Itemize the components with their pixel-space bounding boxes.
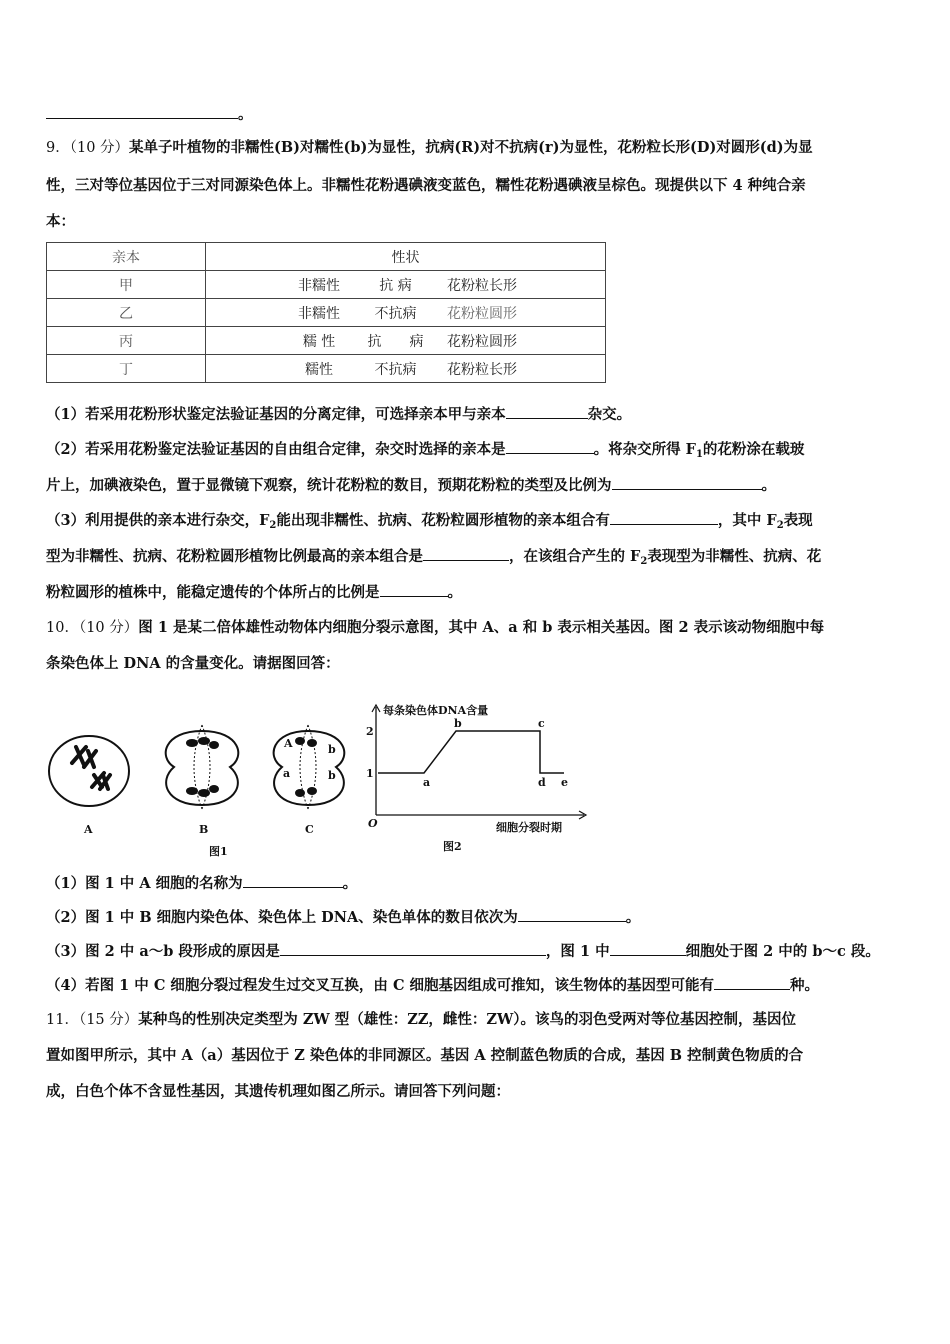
fig2-point-d: d [538, 776, 546, 789]
cell-a-chromosomes [72, 747, 110, 789]
q9-part-2-line-1: （2）若采用花粉鉴定法验证基因的自由组合定律，杂交时选择的亲本是 。将杂交所得 $F_1$的花粉涂在载玻 [46, 441, 805, 460]
svg-text:A: A [284, 737, 293, 750]
table-cell-traits: 糯 性 抗 病 花粉粒圆形 [206, 327, 606, 355]
table-row [47, 271, 606, 299]
q10-number: 10．（10 分） [46, 620, 139, 636]
cell-b-chromosomes [186, 737, 219, 797]
q9-part-3-line-2: 型为非糯性、抗病、花粉粒圆形植物比例最高的亲本组合是 ，在该组合产生的 $F_2$表现型为非糯性、抗病、花 [46, 548, 822, 567]
table-row [47, 299, 606, 327]
q10-part-2: （2）图 1 中 B 细胞内染色体、染色体上 DNA、染色单体的数目依次为 。 [46, 909, 641, 926]
q11-line-3: 成，白色个体不含显性基因，其遗传机理如图乙所示。请回答下列问题： [46, 1083, 510, 1100]
table-row [47, 355, 606, 383]
table-cell-parent: 甲 [47, 271, 206, 299]
q11-line-2: 置如图甲所示，其中 A（a）基因位于 Z 染色体的非同源区。基因 A 控制蓝色物质的合成，基因 B 控制黄色物质的合 [46, 1047, 804, 1064]
table-header-cell: 性状 [206, 243, 606, 271]
svg-text:b: b [328, 769, 336, 782]
q10-part-3: （3）图 2 中 a～b 段形成的原因是 ，图 1 中 细胞处于图 2 中的 b～c 段。 [46, 943, 880, 960]
q10-part-4: （4）若图 1 中 C 细胞分裂过程发生过交叉互换，由 C 细胞基因组成可推知，该生物体的基因型可能有 种。 [46, 977, 820, 994]
table-cell-parent: 丙 [47, 327, 206, 355]
fig2-caption: 图2 [443, 840, 462, 853]
fig2-point-b: b [454, 717, 462, 730]
svg-text:b: b [328, 743, 336, 756]
q11-number: 11．（15 分） [46, 1012, 139, 1028]
cell-c-chromosomes [295, 737, 317, 797]
answer-blank[interactable] [423, 546, 509, 561]
q9-part-3-line-1: （3）利用提供的亲本进行杂交，$F_2$能出现非糯性、抗病、花粉粒圆形植物的亲本组合有 ，其中 $F_2$表现 [46, 512, 813, 531]
answer-blank[interactable] [46, 104, 238, 119]
fig2-series-line [378, 731, 544, 773]
svg-text:A: A [84, 823, 93, 836]
fig2-chart [366, 703, 586, 853]
table-cell-parent: 乙 [47, 299, 206, 327]
table-header-cell: 亲本 [47, 243, 206, 271]
answer-blank[interactable] [610, 510, 718, 525]
fig2-point-c: c [538, 717, 545, 730]
answer-blank[interactable] [610, 941, 686, 956]
answer-blank[interactable] [518, 907, 626, 922]
q10-line-1: 10．（10 分）图 1 是某二倍体雄性动物体内细胞分裂示意图，其中 A、a 和 b 表示相关基因。图 2 表示该动物细胞中每 [46, 619, 825, 636]
fig1-caption: 图1 [209, 845, 228, 858]
q9-part-1: （1）若采用花粉形状鉴定法验证基因的分离定律，可选择亲本甲与亲本 杂交。 [46, 406, 632, 423]
answer-blank[interactable] [506, 439, 594, 454]
top-answer-line: 。 [46, 104, 906, 125]
q10-line-2: 条染色体上 DNA 的含量变化。请据图回答： [46, 655, 340, 672]
answer-blank[interactable] [714, 975, 790, 990]
q10-figures [46, 695, 606, 860]
answer-blank[interactable] [280, 941, 546, 956]
table-cell-traits: 糯性 不抗病 花粉粒长形 [206, 355, 606, 383]
table-cell-traits: 非糯性 抗 病 花粉粒长形 [206, 271, 606, 299]
fig2-ytick-2: 2 [366, 725, 374, 738]
q10-part-1: （1）图 1 中 A 细胞的名称为 。 [46, 875, 358, 892]
fig2-point-a: a [423, 776, 431, 789]
q9-number: 9．（10 分） [46, 140, 130, 156]
table-cell-traits: 非糯性 不抗病 花粉粒圆形 [206, 299, 606, 327]
fig2-ytick-1: 1 [366, 767, 374, 780]
fig2-xlabel: 细胞分裂时期 [496, 821, 562, 834]
answer-blank[interactable] [380, 582, 448, 597]
svg-text:B: B [199, 823, 209, 836]
q9-line-2: 性，三对等位基因位于三对同源染色体上。非糯性花粉遇碘液变蓝色，糯性花粉遇碘液呈棕色。现提供以下 4 种纯合亲 [46, 177, 806, 194]
q11-line-1: 11．（15 分）某种鸟的性别决定类型为 ZW 型（雄性：ZZ，雌性：ZW）。该鸟的羽色受两对等位基因控制，基因位 [46, 1011, 797, 1028]
svg-text:C: C [305, 823, 314, 836]
q9-part-2-line-2: 片上，加碘液染色，置于显微镜下观察，统计花粉粒的数目，预期花粉粒的类型及比例为 。 [46, 477, 776, 494]
fig1-cell-labels [83, 823, 314, 836]
fig2-origin: O [368, 817, 378, 830]
q9-part-3-line-3: 粉粒圆形的植株中，能稳定遗传的个体所占的比例是 。 [46, 584, 462, 601]
answer-blank[interactable] [612, 475, 762, 490]
cell-a-membrane [49, 736, 129, 806]
svg-text:a: a [283, 767, 291, 780]
table-row [47, 327, 606, 355]
q9-line-1: 9．（10 分）某单子叶植物的非糯性(B)对糯性(b)为显性，抗病(R)对不抗病(r)为显性，花粉粒长形(D)对圆形(d)为显 [46, 139, 813, 156]
table-header-row [47, 243, 606, 271]
answer-blank[interactable] [506, 404, 588, 419]
parent-traits-table [46, 242, 606, 383]
answer-blank[interactable] [243, 873, 343, 888]
fig2-point-labels [423, 717, 568, 789]
table-cell-parent: 丁 [47, 355, 206, 383]
fig2-ylabel: 每条染色体DNA含量 [383, 704, 489, 717]
q9-line-3: 本： [46, 213, 75, 230]
fig2-point-e: e [561, 776, 568, 789]
